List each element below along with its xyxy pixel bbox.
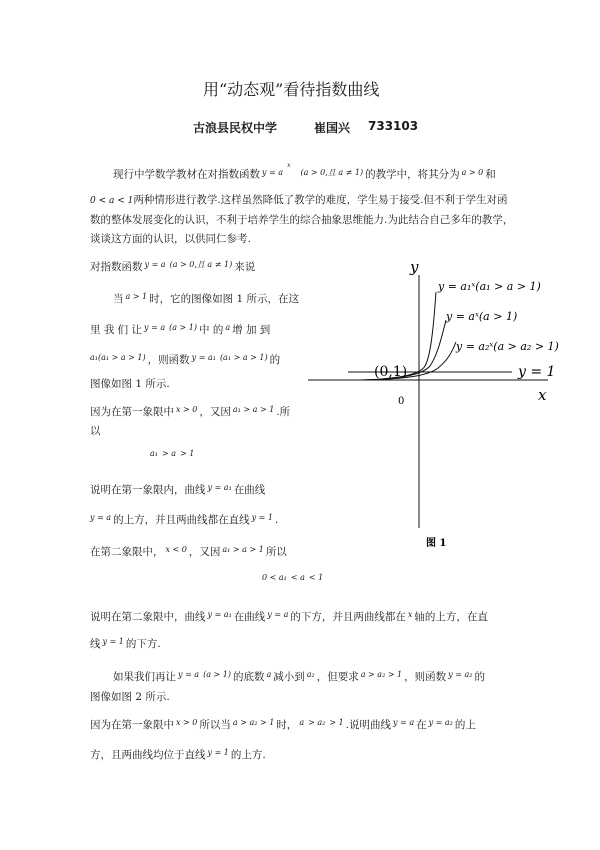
school-name: 古浪县民权中学 xyxy=(193,121,278,135)
intro-line-2: 0 < a < 1两种情形进行教学.这样虽然降低了教学的难度，学生易于接受.但不利于学生对函 xyxy=(90,194,508,206)
author-name: 崔国兴 xyxy=(314,121,351,135)
text-line: 在第二象限中， $^{x < 0}$ ，又因 $^{a_1 > a > 1}$ 所以 xyxy=(90,545,287,558)
formula: $^{0 < a_1}$ $^{< a}$ $^{< 1}$ xyxy=(262,573,324,582)
point-label: (0,1) xyxy=(374,364,408,380)
page-title: 用“动态观”看待指数曲线 xyxy=(203,80,380,99)
text-line: 里 我 们 让 $^{y = a}$ $^{(a > 1)}$ 中 的 $^a$ 增 加 到 xyxy=(90,323,271,336)
text-line: 方，且两曲线均位于直线 $^{y = 1}$ 的上方. xyxy=(90,748,266,761)
text-line: 当 $^{a > 1}$ 时，它的图像如图 1 所示，在这 xyxy=(113,292,300,305)
intro-line-4: 谈谈这方面的认识，以供同仁参考. xyxy=(90,233,251,245)
intro-line-3: 数的整体发展变化的认识，不利于培养学生的综合抽象思维能力.为此结合自己多年的教学， xyxy=(90,214,514,226)
curve3-label: y = a₂ˣ(a > a₂ > 1) xyxy=(456,340,559,353)
intro-line-1: 现行中学数学教材在对指数函数 $^{y = ax(a > 0,且 a \ne 1)}$ 的教学中，将其分为 $^{a > 0}$ 和 xyxy=(113,162,496,181)
text-line: $^{a_1(a_1 > a > 1)}$ ，则函数 $^{y = a_1}$ $^{(a_1 > a > 1)}$ 的 xyxy=(90,353,281,366)
text-line: 如果我们再让 $^{y = a}$ $^{(a > 1)}$ 的底数 $^a$ 减小到 $^{a_2}$ ，但要求 $^{a > a_2 > 1}$ ，则函数 $^{y = a_2}$ 的 xyxy=(113,670,485,683)
figure-caption: 图 1 xyxy=(426,538,447,549)
curve2-label: y = aˣ(a > 1) xyxy=(446,310,518,323)
x-axis-label: x xyxy=(538,386,547,404)
text-line: 说明在第一象限内，曲线 $^{y = a_1}$ 在曲线 xyxy=(90,483,266,496)
text-line: 图像如图 1 所示. xyxy=(90,378,170,390)
curve1-label: y = a₁ˣ(a₁ > a > 1) xyxy=(438,280,541,293)
text-line: 图像如图 2 所示. xyxy=(90,691,170,703)
y-axis-label: y xyxy=(410,258,419,276)
text-line: 以 xyxy=(90,425,101,437)
text-line: 线 $^{y = 1}$ 的下方. xyxy=(90,637,161,650)
origin-label: 0 xyxy=(398,396,405,407)
formula: $^{a_1}$ $^{> a}$ $^{> 1}$ xyxy=(150,449,195,458)
text-line: 说明在第二象限中，曲线 $^{y = a_1}$ 在曲线 $^{y = a}$ 的下方，并且两曲线都在 $^x$ 轴的上方，在直 xyxy=(90,610,488,623)
text-line: 对指数函数 $^{y = a}$ $^{(a > 0,且 a \ne 1)}$ 来说 xyxy=(90,260,256,273)
postcode: 733103 xyxy=(368,119,419,133)
hline-label: y = 1 xyxy=(518,364,556,380)
text-line: $^{y = a}$ 的上方，并且两曲线都在直线 $^{y = 1}$ . xyxy=(90,513,279,526)
text-line: 因为在第一象限中 $^{x > 0}$ 所以当 $^{a > a_2 > 1}$ 时， $^a$ $^{> a_2}$ $^{> 1}$ .说明曲线 $^{y = a}$ 在 $^{y = a_2}$ 的上 xyxy=(90,718,476,731)
text-line: 因为在第一象限中 $^{x > 0}$ ，又因 $^{a_1 > a > 1}$ .所 xyxy=(90,405,291,418)
